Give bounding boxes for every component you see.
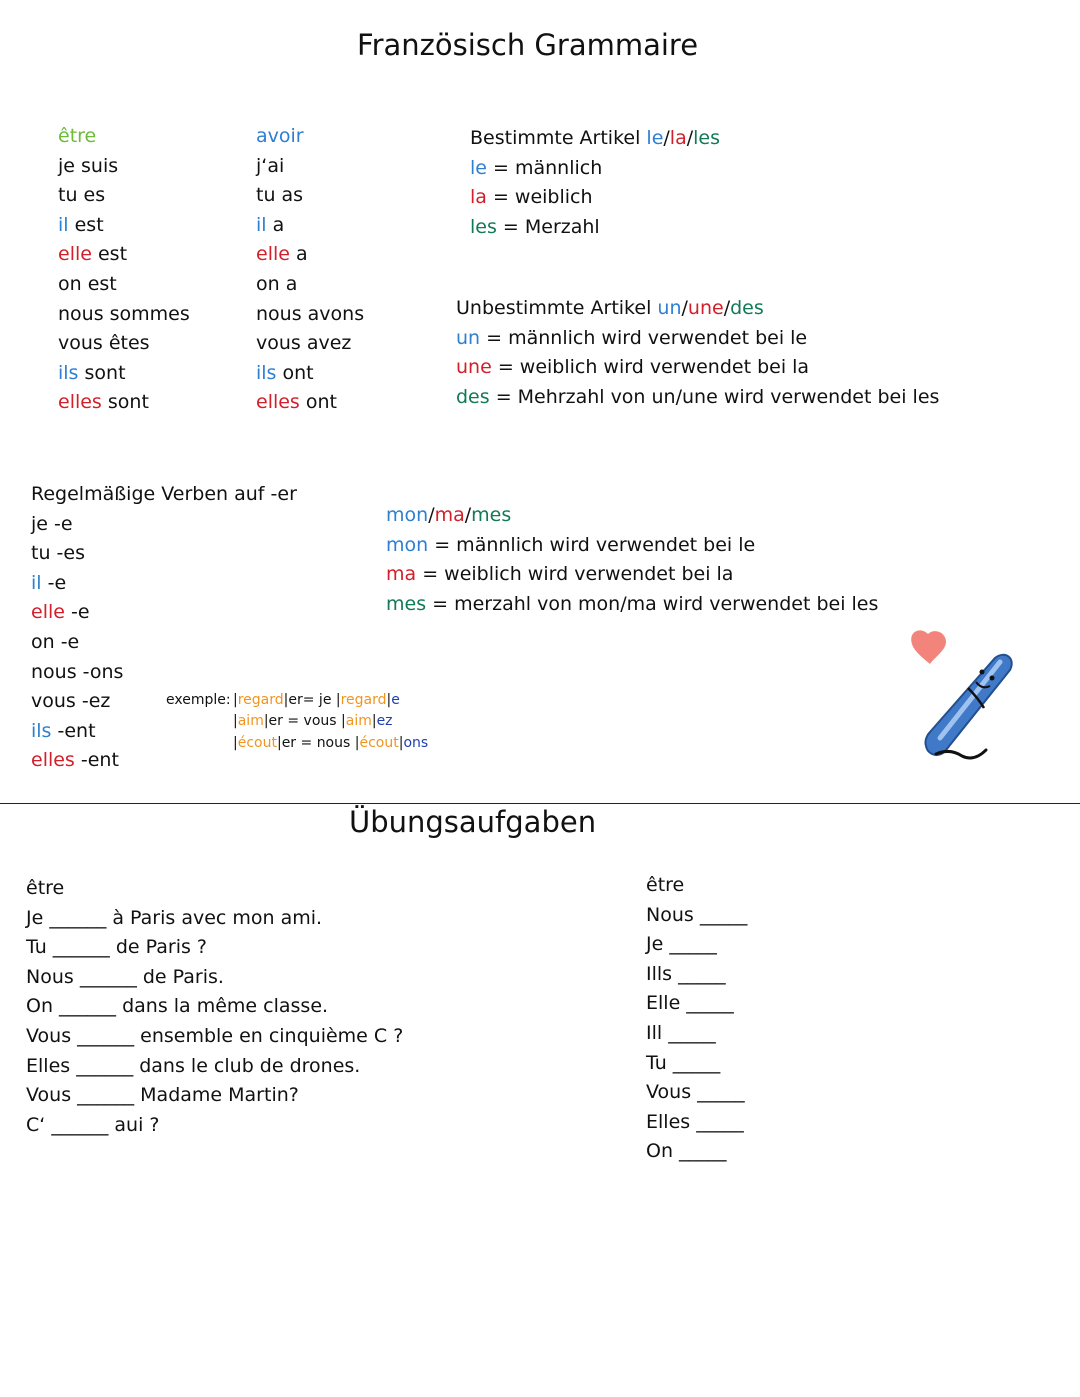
- stem: regard: [340, 692, 387, 708]
- article: le: [470, 156, 487, 179]
- verb-form: -e: [64, 601, 90, 624]
- article-row: [386, 564, 733, 584]
- verb-form: tu es: [58, 184, 106, 207]
- verb-form: on est: [58, 273, 117, 295]
- verb-form: vous êtes: [58, 332, 150, 355]
- bar: |: [283, 692, 289, 708]
- conjugation-row: [256, 215, 284, 235]
- exercise-item: Elles _____: [646, 1110, 744, 1133]
- article-le: le: [646, 127, 664, 149]
- exercise-item: C‘ ______ aui ?: [26, 1113, 160, 1136]
- article-row: [456, 328, 807, 348]
- conjugation-row: [58, 392, 149, 412]
- section-divider: [0, 803, 1080, 804]
- article-une: une: [687, 297, 724, 319]
- pronoun: ils: [58, 361, 79, 384]
- verb-form: sont: [78, 361, 126, 384]
- conjugation-row: [256, 274, 297, 294]
- conjugation-row: [31, 750, 119, 770]
- article-la: la: [669, 127, 687, 149]
- conjugation-row: [31, 573, 66, 593]
- stem: regard: [237, 692, 284, 708]
- verb-form: on -e: [31, 631, 80, 653]
- verb-form: ont: [299, 391, 337, 414]
- verb-form: est: [68, 213, 104, 236]
- stem: écout: [359, 735, 399, 751]
- exercise-item: Je ______ à Paris avec mon ami.: [26, 906, 323, 929]
- example-line-3: [233, 735, 428, 751]
- verb-form: -e: [41, 571, 67, 594]
- verb-form: tu as: [256, 184, 304, 207]
- exercises-right-heading: être: [646, 874, 685, 896]
- conjugation-row: [58, 274, 117, 294]
- conjugation-row: [31, 602, 90, 622]
- slash: /: [723, 297, 731, 319]
- conjugation-row: [58, 363, 126, 383]
- bar: |: [398, 735, 404, 751]
- conjugation-row: [58, 244, 127, 264]
- article-explanation: = männlich: [486, 156, 603, 179]
- conjugation-row: [31, 662, 123, 682]
- pronoun: ils: [256, 361, 277, 384]
- verb-form: a: [266, 213, 285, 236]
- pronoun: il: [256, 213, 267, 236]
- pronoun: elle: [256, 243, 290, 266]
- text: er = nous: [281, 735, 355, 751]
- regular-heading: Regelmäßige Verben auf -er: [31, 483, 297, 505]
- exercises-title: Übungsaufgaben: [349, 805, 597, 839]
- exercise-item: Nous ______ de Paris.: [26, 965, 224, 988]
- article: des: [456, 385, 490, 408]
- pronoun: elles: [31, 749, 75, 772]
- article-les: les: [693, 127, 720, 149]
- stem: aim: [237, 713, 264, 729]
- text: er= je: [288, 692, 336, 708]
- article: mon: [386, 533, 429, 556]
- conjugation-row: [256, 333, 351, 353]
- bar: |: [341, 713, 346, 729]
- article: une: [456, 356, 492, 379]
- exercise-item: Ill _____: [646, 1022, 716, 1044]
- bar: |: [354, 735, 360, 751]
- exercise-item: Vous _____: [646, 1081, 745, 1104]
- ending: e: [391, 692, 400, 708]
- slash: /: [428, 504, 435, 526]
- article-row: [386, 535, 755, 555]
- definite-heading-text: Bestimmte Artikel: [470, 127, 647, 149]
- pronoun: elle: [31, 601, 65, 624]
- exercise-item: Tu _____: [646, 1051, 721, 1074]
- verb-form: nous sommes: [58, 302, 190, 325]
- verb-form: vous avez: [256, 332, 352, 355]
- verb-form: ont: [276, 361, 314, 384]
- stem: aim: [345, 713, 372, 729]
- exercise-item: Nous _____: [646, 903, 748, 926]
- stem: écout: [237, 735, 277, 751]
- verb-form: sont: [101, 391, 149, 414]
- exercise-item: Elles ______ dans le club de drones.: [26, 1054, 361, 1077]
- verb-form: vous -ez: [31, 690, 111, 713]
- exercise-item: Elle _____: [646, 992, 734, 1015]
- exercise-item: On ______ dans la même classe.: [26, 995, 329, 1018]
- bar: |: [263, 713, 269, 729]
- indefinite-heading: [456, 298, 764, 318]
- pen-heart-sticker-icon: [900, 628, 1020, 768]
- article-row: [470, 187, 593, 207]
- conjugation-row: [58, 156, 118, 176]
- article-explanation: = männlich wird verwendet bei le: [480, 326, 808, 349]
- ending: ez: [376, 713, 393, 729]
- article-mes: mes: [471, 504, 512, 526]
- etre-heading: être: [58, 125, 97, 147]
- verb-form: j‘ai: [256, 154, 285, 177]
- verb-form: est: [91, 243, 128, 266]
- ending: ons: [403, 735, 429, 751]
- bar: |: [233, 735, 238, 751]
- slash: /: [681, 297, 688, 319]
- article-explanation: = weiblich wird verwendet bei la: [416, 563, 734, 586]
- pronoun: ils: [31, 719, 52, 742]
- exercise-item: Vous ______ Madame Martin?: [26, 1084, 299, 1107]
- page-title: Französisch Grammaire: [357, 28, 699, 62]
- exercise-item: Tu ______ de Paris ?: [26, 936, 207, 959]
- example-line-1: [233, 692, 400, 708]
- article-ma: ma: [434, 504, 465, 526]
- example-label: exemple:: [166, 692, 231, 708]
- conjugation-row: [31, 514, 73, 534]
- exercise-item: Vous ______ ensemble en cinquième C ?: [26, 1025, 404, 1047]
- conjugation-row: [31, 632, 79, 652]
- verb-form: je -e: [31, 512, 73, 535]
- indefinite-heading-text: Unbestimmte Artikel: [456, 297, 658, 319]
- exercises-left-heading: être: [26, 877, 65, 899]
- article-explanation: = merzahl von mon/ma wird verwendet bei les: [426, 592, 879, 615]
- definite-heading: [470, 128, 720, 148]
- conjugation-row: [256, 304, 364, 324]
- verb-form: -ent: [51, 719, 96, 742]
- conjugation-row: [31, 543, 85, 563]
- article: les: [470, 215, 497, 238]
- verb-form: -ent: [74, 749, 119, 772]
- exercise-item: Je _____: [646, 933, 717, 956]
- article-row: [456, 387, 939, 407]
- possessive-heading: [386, 505, 511, 525]
- pronoun: il: [58, 213, 69, 236]
- article: mes: [386, 592, 427, 615]
- verb-form: on a: [256, 273, 298, 295]
- bar: |: [386, 692, 392, 708]
- exercise-item: Ills _____: [646, 962, 726, 985]
- article-explanation: = Mehrzahl von un/une wird verwendet bei les: [489, 385, 940, 408]
- article-row: [470, 217, 600, 237]
- slash: /: [464, 504, 472, 526]
- bar: |: [233, 692, 238, 708]
- verb-form: tu -es: [31, 542, 85, 565]
- article-row: [456, 357, 809, 377]
- text: er = vous: [268, 713, 342, 729]
- example-line-2: [233, 713, 393, 729]
- bar: |: [233, 713, 238, 729]
- conjugation-row: [58, 215, 104, 235]
- verb-form: je suis: [58, 154, 119, 177]
- pronoun: elles: [256, 391, 300, 414]
- pronoun: elle: [58, 243, 92, 266]
- article-explanation: = weiblich wird verwendet bei la: [491, 356, 810, 379]
- article: la: [470, 186, 487, 209]
- conjugation-row: [31, 691, 110, 711]
- article-explanation: = Merzahl: [496, 215, 600, 238]
- avoir-heading: avoir: [256, 125, 304, 147]
- pronoun: il: [31, 571, 42, 594]
- article-mon: mon: [386, 504, 429, 526]
- conjugation-row: [58, 185, 105, 205]
- article: un: [456, 326, 481, 349]
- conjugation-row: [256, 185, 303, 205]
- pronoun: elles: [58, 391, 102, 414]
- article-row: [386, 594, 878, 614]
- conjugation-row: [256, 244, 308, 264]
- verb-form: nous avons: [256, 302, 365, 325]
- exercise-item: On _____: [646, 1140, 727, 1163]
- slash: /: [686, 127, 694, 149]
- conjugation-row: [256, 156, 284, 176]
- conjugation-row: [58, 333, 150, 353]
- verb-form: a: [289, 243, 308, 266]
- article-un: un: [657, 297, 682, 319]
- bar: |: [276, 735, 282, 751]
- article-des: des: [730, 297, 764, 319]
- bar: |: [335, 692, 341, 708]
- article-row: [470, 158, 602, 178]
- conjugation-row: [256, 392, 337, 412]
- article-explanation: = weiblich: [486, 186, 593, 209]
- article-explanation: = männlich wird verwendet bei le: [428, 533, 756, 556]
- conjugation-row: [256, 363, 314, 383]
- article: ma: [386, 563, 417, 586]
- verb-form: nous -ons: [31, 660, 124, 683]
- conjugation-row: [58, 304, 190, 324]
- slash: /: [663, 127, 670, 149]
- conjugation-row: [31, 721, 96, 741]
- bar: |: [371, 713, 377, 729]
